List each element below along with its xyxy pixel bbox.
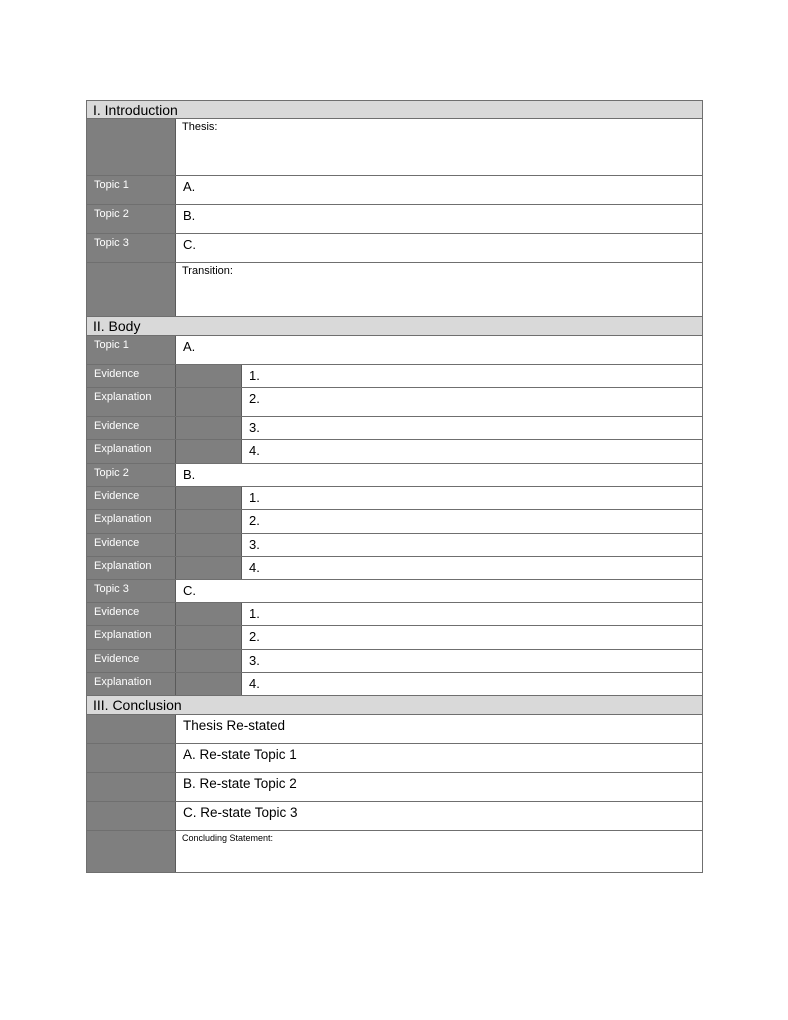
body-title: II. Body [93, 318, 141, 334]
body-item-field[interactable]: 1. [242, 365, 702, 387]
intro-topic-row-1 [86, 176, 703, 205]
restate-topic-field-b[interactable]: B. Re-state Topic 2 [176, 773, 702, 801]
row-sublabel-blank [176, 510, 242, 533]
transition-row [86, 263, 703, 317]
body-item-field[interactable]: 1. [242, 487, 702, 509]
transition-label: Transition: [182, 265, 233, 277]
explanation-row [86, 388, 703, 417]
evidence-label: Evidence [87, 603, 176, 625]
concluding-statement-label: Concluding Statement: [182, 833, 274, 843]
body-item-field[interactable]: 4. [242, 673, 702, 695]
row-label-blank [87, 119, 176, 175]
body-topic-row-1 [86, 336, 703, 365]
row-sublabel-blank [176, 650, 242, 672]
explanation-row [86, 626, 703, 650]
restate-topic-row-2 [86, 773, 703, 802]
row-label-blank [87, 263, 176, 316]
body-item-field[interactable]: 2. [242, 388, 702, 416]
thesis-restated-field[interactable]: Thesis Re-stated [176, 715, 702, 743]
restate-topic-row-3 [86, 802, 703, 831]
explanation-label: Explanation [87, 557, 176, 579]
thesis-restated-row [86, 715, 703, 744]
topic-label: Topic 3 [87, 234, 176, 262]
row-sublabel-blank [176, 365, 242, 387]
body-item-field[interactable]: 3. [242, 417, 702, 439]
concluding-statement-row [86, 831, 703, 873]
restate-topic-row-1 [86, 744, 703, 773]
intro-topic-field-a[interactable]: A. [176, 176, 702, 204]
explanation-label: Explanation [87, 440, 176, 463]
body-topic-row-3 [86, 580, 703, 603]
intro-topic-row-3 [86, 234, 703, 263]
concluding-statement-field[interactable] [176, 831, 702, 872]
evidence-row [86, 534, 703, 557]
topic-label: Topic 3 [87, 580, 176, 602]
evidence-label: Evidence [87, 417, 176, 439]
topic-label: Topic 1 [87, 176, 176, 204]
section-header-introduction [86, 100, 703, 119]
body-item-field[interactable]: 2. [242, 510, 702, 533]
body-item-field[interactable]: 4. [242, 557, 702, 579]
row-label-blank [87, 831, 176, 872]
row-sublabel-blank [176, 534, 242, 556]
thesis-label: Thesis: [182, 121, 218, 133]
row-sublabel-blank [176, 440, 242, 463]
body-topic-field-c[interactable]: C. [176, 580, 702, 602]
row-sublabel-blank [176, 603, 242, 625]
evidence-row [86, 417, 703, 440]
evidence-row [86, 603, 703, 626]
row-sublabel-blank [176, 557, 242, 579]
topic-label: Topic 2 [87, 464, 176, 486]
thesis-field[interactable] [176, 119, 702, 175]
essay-outline-table [86, 100, 703, 873]
body-topic-field-b[interactable]: B. [176, 464, 702, 486]
section-header-conclusion [86, 696, 703, 715]
body-item-field[interactable]: 1. [242, 603, 702, 625]
body-item-field[interactable]: 2. [242, 626, 702, 649]
explanation-label: Explanation [87, 510, 176, 533]
restate-topic-field-a[interactable]: A. Re-state Topic 1 [176, 744, 702, 772]
transition-field[interactable] [176, 263, 702, 316]
evidence-row [86, 650, 703, 673]
row-sublabel-blank [176, 487, 242, 509]
row-sublabel-blank [176, 388, 242, 416]
introduction-title: I. Introduction [93, 102, 178, 118]
body-item-field[interactable]: 4. [242, 440, 702, 463]
evidence-label: Evidence [87, 650, 176, 672]
row-label-blank [87, 802, 176, 830]
row-sublabel-blank [176, 673, 242, 695]
evidence-label: Evidence [87, 534, 176, 556]
explanation-row [86, 440, 703, 464]
explanation-row [86, 510, 703, 534]
section-header-body [86, 317, 703, 336]
conclusion-title: III. Conclusion [93, 697, 182, 713]
topic-label: Topic 1 [87, 336, 176, 364]
explanation-label: Explanation [87, 673, 176, 695]
explanation-row [86, 557, 703, 580]
evidence-label: Evidence [87, 487, 176, 509]
body-topic-row-2 [86, 464, 703, 487]
body-topic-field-a[interactable]: A. [176, 336, 702, 364]
row-label-blank [87, 744, 176, 772]
explanation-label: Explanation [87, 388, 176, 416]
row-sublabel-blank [176, 417, 242, 439]
evidence-row [86, 365, 703, 388]
intro-topic-field-c[interactable]: C. [176, 234, 702, 262]
intro-topic-row-2 [86, 205, 703, 234]
explanation-row [86, 673, 703, 696]
evidence-label: Evidence [87, 365, 176, 387]
topic-label: Topic 2 [87, 205, 176, 233]
body-item-field[interactable]: 3. [242, 650, 702, 672]
evidence-row [86, 487, 703, 510]
thesis-row [86, 119, 703, 176]
explanation-label: Explanation [87, 626, 176, 649]
intro-topic-field-b[interactable]: B. [176, 205, 702, 233]
row-label-blank [87, 773, 176, 801]
restate-topic-field-c[interactable]: C. Re-state Topic 3 [176, 802, 702, 830]
row-label-blank [87, 715, 176, 743]
row-sublabel-blank [176, 626, 242, 649]
body-item-field[interactable]: 3. [242, 534, 702, 556]
